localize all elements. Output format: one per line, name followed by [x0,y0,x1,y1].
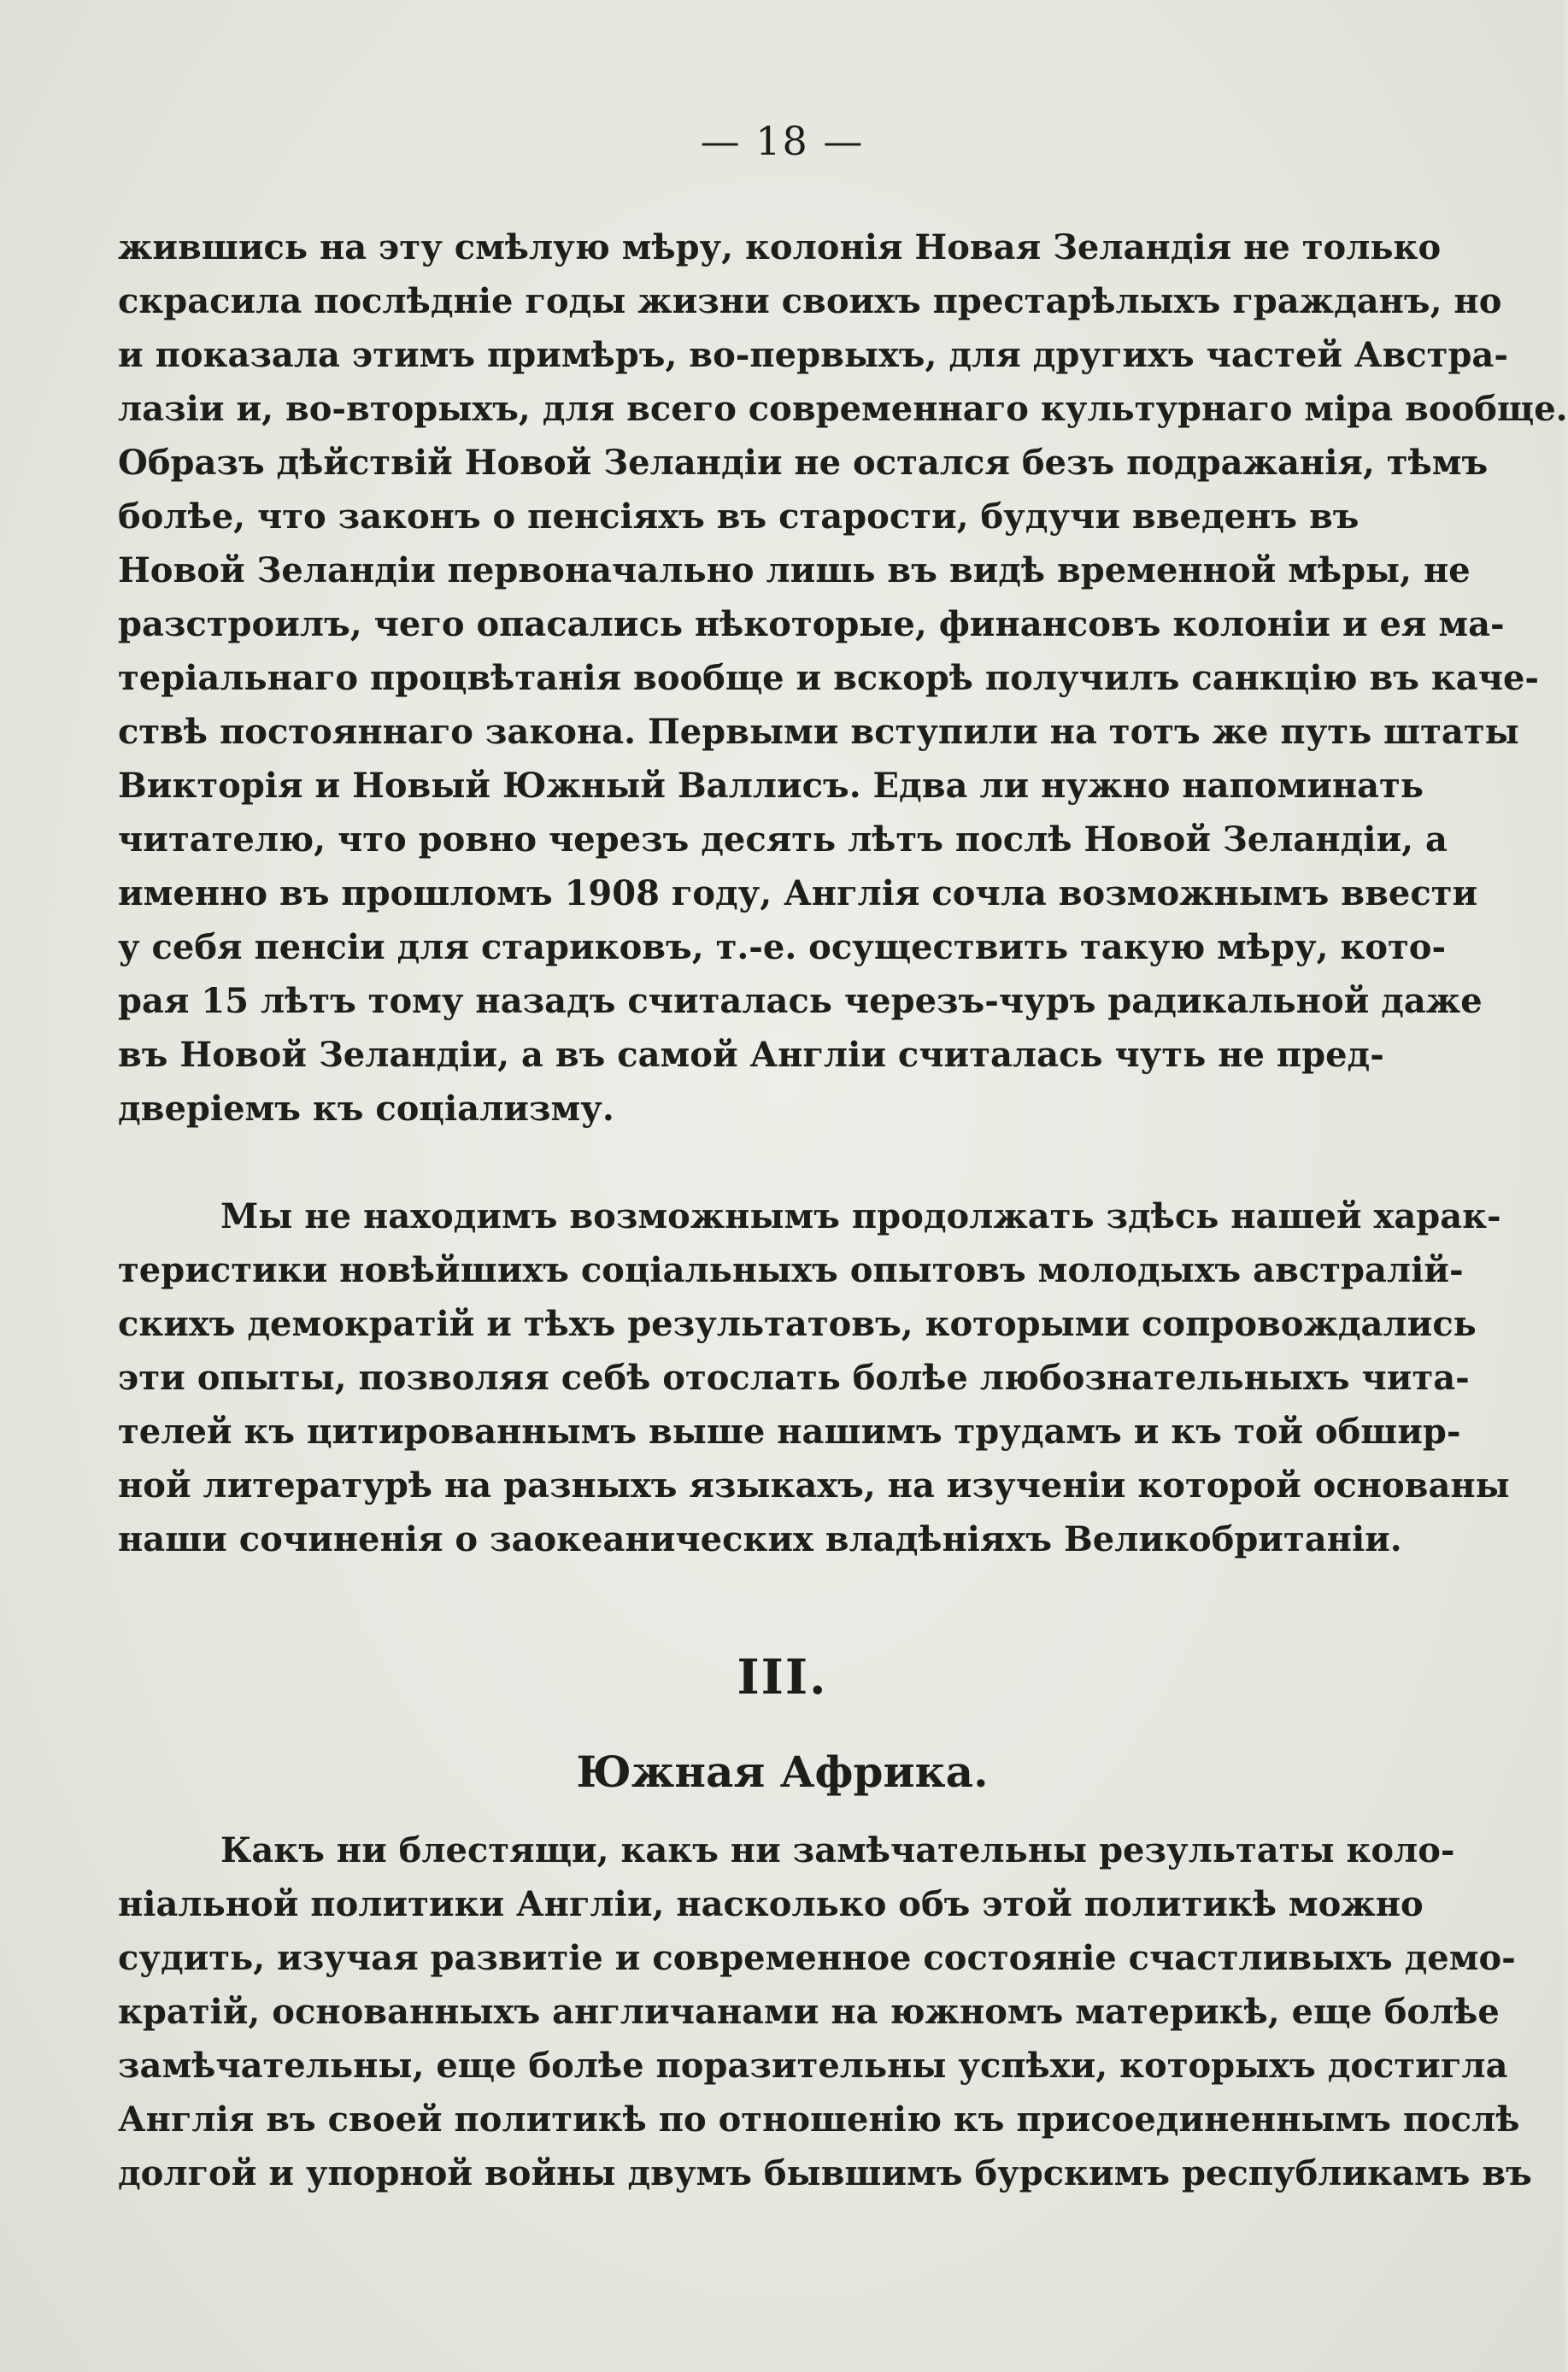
text-line: Англія въ своей политикѣ по отношенію къ присоединеннымъ послѣ [118,2099,1520,2140]
text-line: замѣчательны, еще болѣе поразительны успѣхи, которыхъ достигла [118,2046,1508,2086]
text-line: рая 15 лѣтъ тому назадъ считалась черезъ-чуръ радикальной даже [118,981,1483,1021]
text-line: эти опыты, позволяя себѣ отослать болѣе любознательныхъ чита- [118,1358,1470,1398]
text-line: Образъ дѣйствій Новой Зеландіи не остался безъ подражанія, тѣмъ [118,443,1489,483]
text-line: Викторія и Новый Южный Валлисъ. Едва ли нужно напоминать [118,766,1424,806]
text-line: Мы не находимъ возможнымъ продолжать здѣсь нашей харак- [220,1196,1501,1236]
text-line: именно въ прошломъ 1908 году, Англія сочла возможнымъ ввести [118,873,1478,913]
text-line: въ Новой Зеландіи, а въ самой Англіи считалась чуть не пред- [118,1035,1384,1075]
section-title: Южная Африка. [576,1747,989,1797]
section-number: III. [737,1649,828,1706]
text-line: разстроилъ, чего опасались нѣкоторые, финансовъ колоніи и ея ма- [118,604,1505,644]
text-line: и показала этимъ примѣръ, во-первыхъ, для другихъ частей Австра- [118,335,1508,375]
text-line: ніальной политики Англіи, насколько объ этой политикѣ можно [118,1884,1424,1924]
text-line: наши сочиненія о заокеанических владѣніяхъ Великобританіи. [118,1519,1402,1559]
text-line: теріальнаго процвѣтанія вообще и вскорѣ получилъ санкцію въ каче- [118,658,1540,698]
text-line: дверіемъ къ соціализму. [118,1089,614,1129]
text-line: судить, изучая развитіе и современное состояніе счастливыхъ демо- [118,1938,1516,1978]
text-line: ной литературѣ на разныхъ языкахъ, на изученіи которой основаны [118,1465,1510,1506]
text-line: скрасила послѣдніе годы жизни своихъ престарѣлыхъ гражданъ, но [118,281,1502,321]
page-number: — 18 — [700,118,865,164]
text-line: скихъ демократій и тѣхъ результатовъ, которыми сопровождались [118,1304,1477,1344]
text-line: теристики новѣйшихъ соціальныхъ опытовъ молодыхъ австралій- [118,1250,1464,1290]
paragraph-1 [118,220,1568,1136]
text-line: Новой Зеландіи первоначально лишь въ видѣ временной мѣры, не [118,550,1471,590]
text-line: жившись на эту смѣлую мѣру, колонія Новая Зеландія не только [118,227,1442,267]
paragraph-2 [118,1189,1510,1566]
text-line: кратій, основанныхъ англичанами на южномъ материкѣ, еще болѣе [118,1992,1500,2032]
text-line: долгой и упорной войны двумъ бывшимъ бурскимъ республикамъ въ [118,2153,1532,2193]
text-line: Какъ ни блестящи, какъ ни замѣчательны результаты коло- [220,1830,1455,1870]
text-line: телей къ цитированнымъ выше нашимъ трудамъ и къ той обшир- [118,1412,1461,1452]
paragraph-3 [118,1823,1532,2200]
text-line: болѣе, что законъ о пенсіяхъ въ старости, будучи введенъ въ [118,496,1360,537]
text-line: ствѣ постояннаго закона. Первыми вступили на тотъ же путь штаты [118,712,1519,752]
text-line: читателю, что ровно черезъ десять лѣтъ послѣ Новой Зеландіи, а [118,819,1448,860]
text-line: у себя пенсіи для стариковъ, т.-е. осуществить такую мѣру, кото- [118,927,1447,967]
text-line: лазіи и, во-вторыхъ, для всего современнаго культурнаго міра вообще. [118,389,1568,429]
